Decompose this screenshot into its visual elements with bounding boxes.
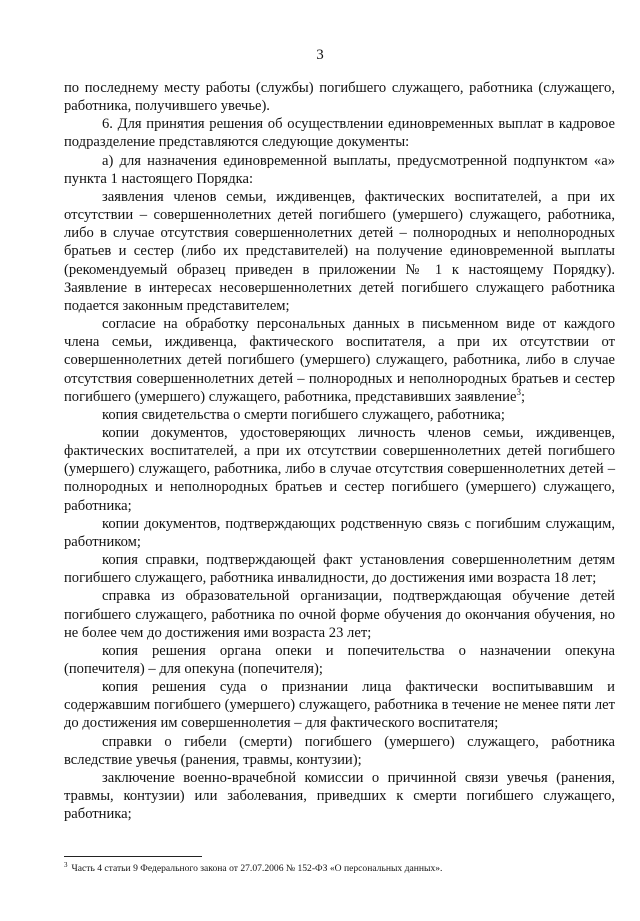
paragraph-guardianship-decision: копия решения органа опеки и попечительства о назначении опекуна (попечителя) – для опекуна (попечителя); [64, 642, 615, 677]
paragraph-subitem-a: а) для назначения единовременной выплаты, предусмотренной подпунктом «а» пункта 1 настоящего Порядка: [64, 152, 615, 187]
paragraph-item-6: 6. Для принятия решения об осуществлении единовременных выплат в кадровое подразделение представляются следующие документы: [64, 116, 615, 151]
paragraph-consent [64, 315, 615, 406]
paragraph-applications: заявления членов семьи, иждивенцев, фактических воспитателей, а при их отсутствии – совершеннолетних детей погибшего (умершего) служащего, работника, либо в случае отсутствия совершеннолетних детей – полнородных и неполнородных братьев и сестер (либо их представителей) на получение единовременной выплаты (рекомендуемый образец приведен в приложении № 1 к настоящему Порядку). Заявление в интересах несовершеннолетних детей погибшего служащего работника подается законным представителем; [64, 188, 615, 314]
document-body [64, 79, 615, 823]
footnote-reference-suffix: ; [520, 388, 526, 405]
paragraph-death-cause-certificate: справки о гибели (смерти) погибшего (умершего) служащего, работника вследствие увечья (ранения, травмы, контузии); [64, 733, 615, 768]
paragraph-court-decision: копия решения суда о признании лица фактически воспитывавшим и содержавшим погибшего (умершего) служащего, работника в течение не менее пяти лет до достижения им совершеннолетия – для фактического воспитателя; [64, 679, 615, 732]
footnote-mark: 3 [64, 860, 68, 869]
footnote-divider [64, 856, 202, 857]
paragraph-consent-text: согласие на обработку персональных данных в письменном виде от каждого члена семьи, иждивенца, фактического воспитателя, а при их отсутствии от совершеннолетних детей погибшего (умершего) служащего, работника, либо в случае отсутствия совершеннолетних детей – полнородных и неполнородных братьев и сестер погибшего (умершего) служащего, работника, представивших заявление [64, 316, 615, 405]
paragraph-disability-certificate: копия справки, подтверждающей факт установления совершеннолетним детям погибшего служащего, работника инвалидности, до достижения ими возраста 18 лет; [64, 552, 615, 587]
paragraph-continuation: по последнему месту работы (службы) погибшего служащего, работника (служащего, работника, получившего увечье). [64, 80, 615, 115]
paragraph-medical-commission: заключение военно-врачебной комиссии о причинной связи увечья (ранения, травмы, контузии) или заболевания, приведших к смерти погибшего служащего, работника; [64, 769, 615, 823]
paragraph-kinship-documents: копии документов, подтверждающих родственную связь с погибшим служащим, работником; [64, 515, 615, 550]
footnote-reference: 3 [516, 386, 521, 397]
paragraph-identity-documents: копии документов, удостоверяющих личность членов семьи, иждивенцев, фактических воспитателей, а при их отсутствии совершеннолетних детей погибшего (умершего) служащего, работника, либо в случае отсутствия совершеннолетних детей – полнородных и неполнородных братьев и сестер погибшего (умершего) служащего, работника; [64, 424, 615, 514]
footnote [64, 860, 615, 875]
page-number: 3 [316, 47, 324, 63]
footnote-text: Часть 4 статьи 9 Федерального закона от 27.07.2006 № 152-ФЗ «О персональных данных». [71, 863, 443, 874]
paragraph-education-certificate: справка из образовательной организации, подтверждающая обучение детей погибшего служащего, работника по очной форме обучения до окончания обучения, но не более чем до достижения ими возраста 23 лет; [64, 588, 615, 641]
paragraph-death-certificate: копия свидетельства о смерти погибшего служащего, работника; [102, 406, 505, 423]
